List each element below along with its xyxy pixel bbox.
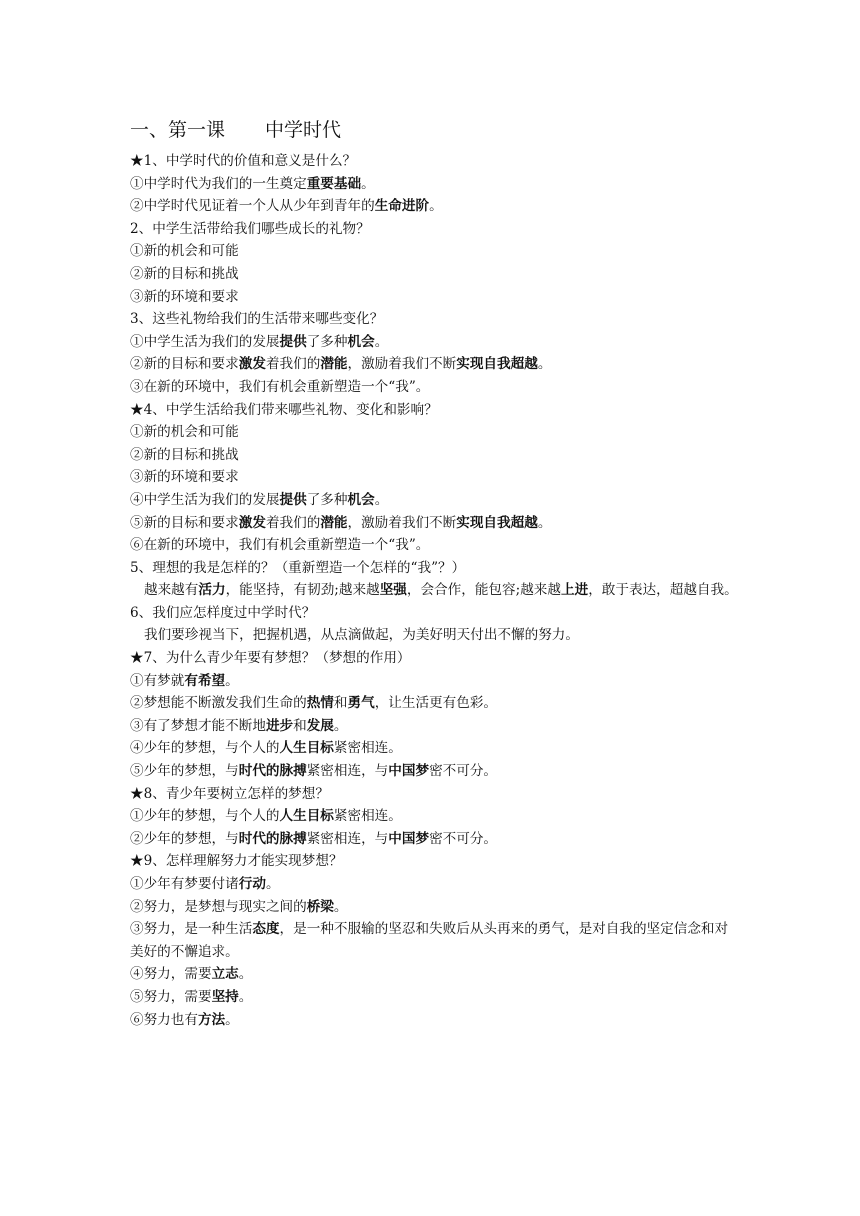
question-heading bbox=[130, 783, 740, 806]
answer-item bbox=[130, 873, 740, 896]
text-segment: 了多种 bbox=[306, 333, 348, 350]
key-term: 实现自我超越 bbox=[456, 356, 538, 373]
key-term: 立志 bbox=[211, 966, 239, 983]
text-segment: 紧密相连。 bbox=[333, 740, 402, 757]
answer-item bbox=[130, 805, 740, 828]
answer-item bbox=[130, 195, 740, 218]
answer-item bbox=[130, 286, 740, 309]
text-segment: ②中学时代见证着一个人从少年到青年的 bbox=[130, 198, 375, 215]
key-term: 中国梦 bbox=[388, 830, 430, 847]
key-term: 时代的脉搏 bbox=[238, 763, 307, 780]
question-heading bbox=[130, 218, 740, 241]
text-segment: 。 bbox=[333, 717, 348, 734]
question-heading bbox=[130, 150, 740, 173]
question-heading bbox=[130, 647, 740, 670]
text-segment: ③新的环境和要求 bbox=[130, 469, 239, 486]
key-term: 活力 bbox=[198, 582, 226, 599]
text-segment: ，激励着我们不断 bbox=[347, 356, 457, 373]
text-segment: ⑤少年的梦想，与 bbox=[130, 763, 239, 780]
answer-item bbox=[130, 444, 740, 467]
question-heading bbox=[130, 557, 740, 580]
answer-item bbox=[130, 963, 740, 986]
answer-item bbox=[130, 918, 740, 963]
text-segment: 。 bbox=[333, 898, 348, 915]
text-segment: ①新的机会和可能 bbox=[130, 424, 239, 441]
text-segment: 着我们的 bbox=[265, 356, 321, 373]
lesson-number: 一、第一课 bbox=[130, 119, 226, 141]
text-segment: 紧密相连，与 bbox=[306, 763, 389, 780]
question-heading bbox=[130, 850, 740, 873]
key-term: 坚持 bbox=[211, 988, 239, 1005]
text-segment: ★8、青少年要树立怎样的梦想？ bbox=[130, 785, 329, 802]
answer-item bbox=[130, 986, 740, 1009]
text-segment: 着我们的 bbox=[265, 514, 321, 531]
answer-item bbox=[130, 715, 740, 738]
answer-paragraph bbox=[130, 624, 740, 647]
question-heading bbox=[130, 399, 740, 422]
text-segment: ，敢于表达，超越自我。 bbox=[588, 582, 738, 599]
key-term: 潜能 bbox=[320, 514, 348, 531]
text-segment: ②新的目标和挑战 bbox=[130, 265, 239, 282]
text-segment: ②新的目标和要求 bbox=[130, 356, 239, 373]
key-term: 勇气 bbox=[347, 695, 375, 712]
key-term: 人生目标 bbox=[279, 740, 334, 757]
text-segment: 。 bbox=[429, 198, 443, 215]
text-segment: ⑥在新的环境中，我们有机会重新塑造一个“我”。 bbox=[130, 537, 430, 554]
lesson-title bbox=[130, 116, 740, 144]
answer-item bbox=[130, 489, 740, 512]
text-segment: ①少年有梦要付诸 bbox=[130, 876, 239, 892]
text-segment: ③在新的环境中，我们有机会重新塑造一个“我”。 bbox=[130, 378, 430, 395]
answer-item bbox=[130, 331, 740, 354]
text-segment: ③努力，是一种生活 bbox=[130, 921, 253, 938]
text-segment: ③新的环境和要求 bbox=[130, 288, 239, 305]
key-term: 重要基础 bbox=[306, 175, 362, 192]
text-segment: 5、理想的我是怎样的？（重新塑造一个怎样的“我”？） bbox=[130, 559, 466, 576]
answer-item bbox=[130, 263, 740, 286]
question-heading bbox=[130, 308, 740, 331]
answer-item bbox=[130, 421, 740, 444]
text-segment: ④努力，需要 bbox=[130, 966, 212, 983]
answer-item bbox=[130, 173, 740, 196]
text-segment: ②努力，是梦想与现实之间的 bbox=[130, 898, 307, 915]
key-term: 时代的脉搏 bbox=[238, 830, 307, 847]
text-segment: 和 bbox=[293, 717, 307, 734]
text-segment: ★7、为什么青少年要有梦想？（梦想的作用） bbox=[130, 650, 411, 667]
text-segment: ①中学生活为我们的发展 bbox=[130, 333, 280, 350]
answer-item bbox=[130, 737, 740, 760]
answer-item bbox=[130, 534, 740, 557]
answer-item bbox=[130, 240, 740, 263]
key-term: 机会 bbox=[347, 333, 375, 350]
text-segment: 。 bbox=[225, 1011, 239, 1028]
text-segment: 密不可分。 bbox=[429, 830, 498, 847]
text-segment: ★1、中学时代的价值和意义是什么？ bbox=[130, 153, 357, 169]
answer-item bbox=[130, 376, 740, 399]
text-segment: 。 bbox=[374, 333, 389, 350]
text-segment: 我们要珍视当下，把握机遇，从点滴做起，为美好明天付出不懈的努力。 bbox=[144, 627, 579, 644]
key-term: 热情 bbox=[306, 695, 334, 712]
key-term: 提供 bbox=[279, 491, 307, 508]
key-term: 发展 bbox=[306, 717, 334, 734]
text-segment: ①中学时代为我们的一生奠定 bbox=[130, 175, 307, 192]
text-segment: ⑥努力也有 bbox=[130, 1011, 198, 1028]
key-term: 激发 bbox=[238, 356, 266, 373]
text-segment: ，是一种不服输的坚忍和失败后从头再来的勇气，是对自我的坚定信念和对美好的不懈追求。 bbox=[130, 921, 729, 960]
text-segment: 密不可分。 bbox=[429, 763, 498, 780]
text-segment: ①有梦就 bbox=[130, 672, 185, 689]
key-term: 方法 bbox=[197, 1011, 226, 1028]
text-segment: ②新的目标和挑战 bbox=[130, 446, 239, 463]
text-segment: ④中学生活为我们的发展 bbox=[130, 491, 280, 508]
text-segment: ②梦想能不断激发我们生命的 bbox=[130, 695, 307, 712]
key-term: 行动 bbox=[238, 876, 266, 892]
text-segment: ④少年的梦想，与个人的 bbox=[130, 740, 280, 757]
key-term: 态度 bbox=[252, 921, 280, 938]
question-heading bbox=[130, 602, 740, 625]
answer-item bbox=[130, 353, 740, 376]
text-segment: ⑤新的目标和要求 bbox=[130, 514, 239, 531]
text-segment: ①新的机会和可能 bbox=[130, 243, 239, 260]
key-term: 人生目标 bbox=[279, 808, 334, 825]
key-term: 进步 bbox=[265, 717, 294, 734]
answer-item bbox=[130, 1009, 740, 1032]
answer-paragraph bbox=[130, 579, 740, 602]
key-term: 中国梦 bbox=[388, 763, 430, 780]
text-segment: 紧密相连。 bbox=[333, 808, 402, 825]
text-segment: 。 bbox=[238, 988, 253, 1005]
text-segment: ①少年的梦想，与个人的 bbox=[130, 808, 280, 825]
key-term: 提供 bbox=[279, 333, 307, 350]
key-term: 激发 bbox=[238, 514, 266, 531]
text-segment: ，激励着我们不断 bbox=[347, 514, 457, 531]
text-segment: ★9、怎样理解努力才能实现梦想？ bbox=[130, 853, 343, 870]
text-segment: 了多种 bbox=[306, 491, 348, 508]
text-segment: ⑤努力，需要 bbox=[130, 988, 212, 1005]
key-term: 坚强 bbox=[379, 582, 407, 599]
document-body bbox=[130, 150, 740, 1031]
document-page bbox=[130, 116, 740, 1031]
text-segment: 。 bbox=[361, 175, 375, 192]
key-term: 有希望 bbox=[184, 672, 226, 689]
text-segment: ★4、中学生活给我们带来哪些礼物、变化和影响？ bbox=[130, 401, 438, 418]
key-term: 上进 bbox=[561, 582, 589, 599]
text-segment: 。 bbox=[265, 876, 280, 892]
key-term: 生命进阶 bbox=[374, 198, 430, 215]
text-segment: 和 bbox=[333, 695, 348, 712]
text-segment: ，会合作，能包容;越来越 bbox=[406, 582, 561, 599]
text-segment: ②少年的梦想，与 bbox=[130, 830, 239, 847]
answer-item bbox=[130, 692, 740, 715]
key-term: 实现自我超越 bbox=[456, 514, 538, 531]
key-term: 桥梁 bbox=[306, 898, 334, 915]
text-segment: 。 bbox=[537, 514, 552, 531]
answer-item bbox=[130, 512, 740, 535]
text-segment: 3、这些礼物给我们的生活带来哪些变化？ bbox=[130, 311, 384, 328]
answer-item bbox=[130, 760, 740, 783]
lesson-name: 中学时代 bbox=[265, 119, 342, 141]
text-segment: 。 bbox=[238, 966, 253, 983]
key-term: 机会 bbox=[347, 491, 375, 508]
answer-item bbox=[130, 670, 740, 693]
answer-item bbox=[130, 828, 740, 851]
text-segment: ，能坚持，有韧劲;越来越 bbox=[225, 582, 380, 599]
answer-item bbox=[130, 466, 740, 489]
text-segment: ，让生活更有色彩。 bbox=[374, 695, 498, 712]
text-segment: 6、我们应怎样度过中学时代？ bbox=[130, 604, 316, 621]
key-term: 潜能 bbox=[320, 356, 348, 373]
text-segment: 紧密相连，与 bbox=[306, 830, 389, 847]
text-segment: 。 bbox=[225, 672, 239, 689]
text-segment: 越来越有 bbox=[144, 582, 199, 599]
text-segment: 2、中学生活带给我们哪些成长的礼物？ bbox=[130, 220, 370, 237]
text-segment: 。 bbox=[537, 356, 552, 373]
answer-item bbox=[130, 896, 740, 919]
text-segment: ③有了梦想才能不断地 bbox=[130, 717, 266, 734]
text-segment: 。 bbox=[374, 491, 389, 508]
